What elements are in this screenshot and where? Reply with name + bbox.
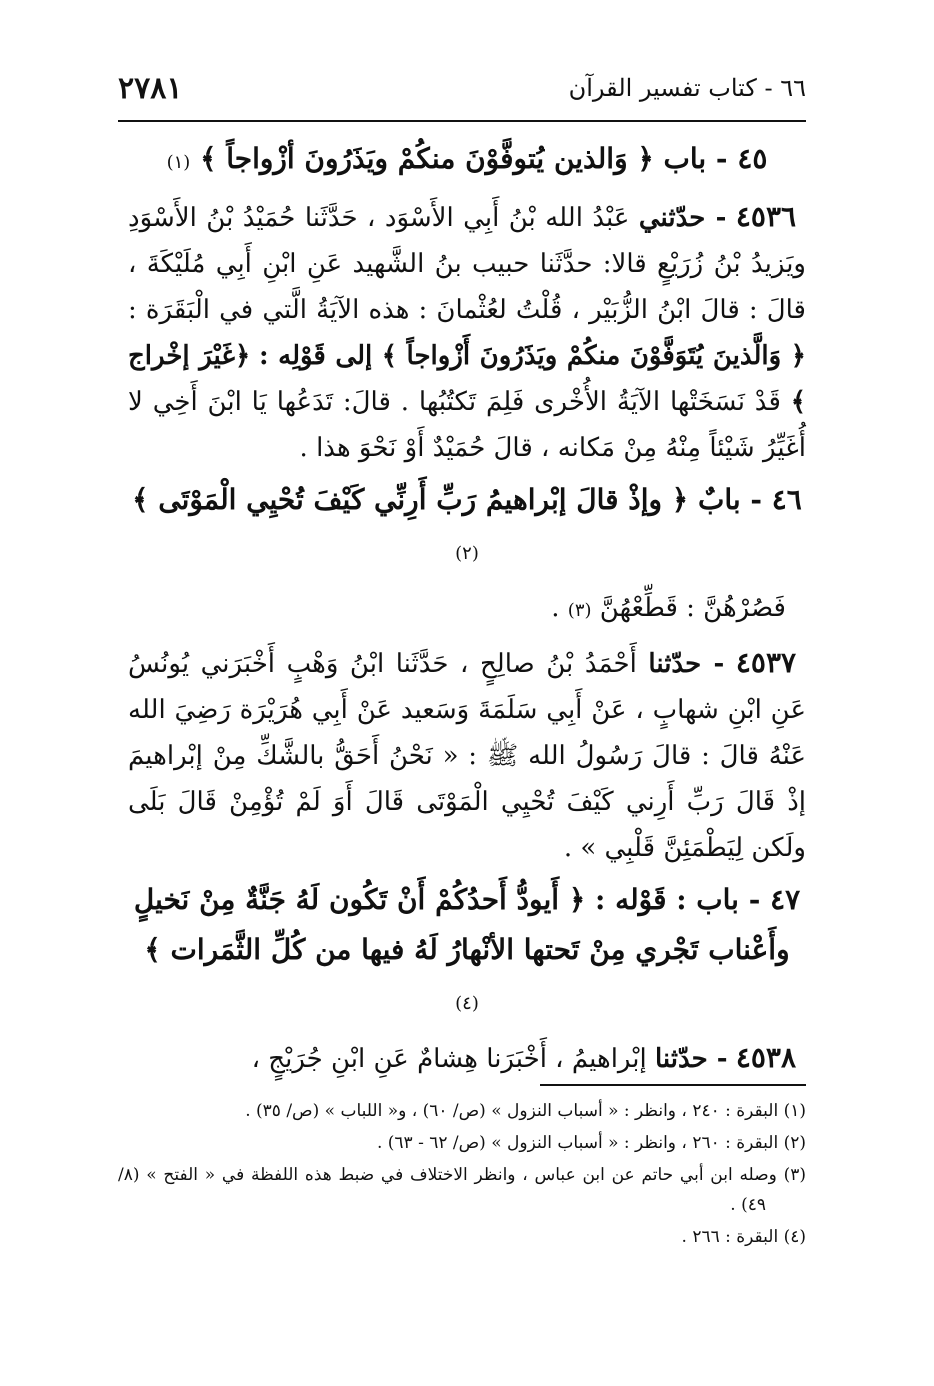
- chapter-label: - باب: [663, 142, 728, 175]
- hadith-4538: [128, 1035, 806, 1082]
- chapter-heading-46: [128, 475, 806, 579]
- footnote-ref: (٤): [455, 993, 479, 1014]
- hadith-text: إبْراهيمُ ، أَخْبَرَنا هِشامٌ عَنِ ابْنِ جُرَيْجٍ ،: [251, 1044, 647, 1074]
- hadith-text: عَبْدُ الله بْنُ أَبِي الأَسْوَد ، حَدَّثَنا حُمَيْدُ بْنُ الأَسْوَدِ ويَزيدُ بْنُ زُرَيْعٍ قالا: حدَّثَنا حبيب بنُ الشَّهيد عَنِ ابْنِ أَبِي مُلَيْكَةَ ، قالَ : قالَ ابْنُ الزُّبَيْر ، قُلْتُ لعُثْمانَ : هذه الآيَةُ الَّتي في الْبَقَرَة :: [128, 203, 806, 325]
- hadith-number: ٤٥٣٨: [735, 1041, 796, 1074]
- footnote-ref: (٣): [567, 600, 592, 621]
- chapter-quran-quote: ﴿ أَيودُّ أَحدُكُمْ أَنْ تَكُون لَهُ جَنَّةٌ مِنْ نَخيلٍ وأَعْناب تَجْري مِنْ تَحتها الأنْهارُ لَهُ فيها من كُلِّ الثَّمَرات ﴾: [133, 883, 790, 966]
- hadith-text: أَحْمَدُ بْنُ صالِحٍ ، حَدَّثَنا ابْنُ وَهْبٍ أَخْبَرَني يُونُسُ عَنِ ابْنِ شهابٍ ، عَنْ أَبِي سَلَمَةَ وَسَعيد عَنْ أَبِي هُرَيْرَة رَضِيَ الله عَنْهُ قالَ : قالَ رَسُولُ الله ﷺ : « نَحْنُ أَحَقُّ بالشَّكِّ مِنْ إبْراهيمَ إذْ قَالَ رَبِّ أَرِني كَيْفَ تُحْيِي الْمَوْتَى قَالَ أَوَ لَمْ تُؤْمِنْ قَالَ بَلَى ولَكن لِيَطْمَئِنَّ قَلْبِي » .: [128, 649, 806, 863]
- chapter-heading-47: [128, 875, 806, 1029]
- gloss-end: .: [551, 593, 560, 623]
- hadith-lead: - حدّثني: [638, 203, 727, 233]
- quran-quote: ﴿غَيْرَ إخْراج ﴾: [128, 341, 806, 417]
- chapter-number: ٤٥: [737, 142, 768, 175]
- chapter-heading-45: [128, 134, 806, 188]
- chapter-label: - بابٌ: [697, 483, 763, 516]
- chapter-number: ٤٧: [770, 883, 801, 916]
- footnote-rule: [540, 1084, 806, 1086]
- footnotes: [118, 1096, 806, 1254]
- header-rule: [118, 120, 806, 122]
- chapter-quran-quote: ﴿ وَالذين يُتوفَّوْنَ منكُمْ ويَذَرُونَ أزْواجاً ﴾: [200, 142, 654, 175]
- hadith-4537: [128, 640, 806, 871]
- chapter-label: - باب : قَوْله :: [594, 883, 761, 916]
- running-title: ٦٦ - كتاب تفسير القرآن: [568, 74, 806, 102]
- footnote-ref: (٢): [455, 543, 479, 564]
- gloss-text: فَصُرْهُنَّ : قَطِّعْهُنَّ: [599, 593, 786, 623]
- chapter-quran-quote: ﴿ وإذْ قالَ إبْراهيمُ رَبِّ أَرِنِّي كَيْفَ تُحْيِي الْمَوْتَى ﴾: [132, 483, 689, 516]
- hadith-number: ٤٥٣٦: [735, 200, 797, 233]
- main-text: [128, 130, 806, 1086]
- hadith-lead: - حدّثنا: [648, 649, 725, 679]
- footnote-1: (١) البقرة : ٢٤٠ ، وانظر : « أسباب النزول » (ص/ ٦٠) ، و« اللباب » (ص/ ٣٥) .: [245, 1101, 806, 1121]
- quran-quote: ﴿ وَالَّذينَ يُتَوَفَّوْنَ منكُمْ ويَذَرُونَ أَزْواجاً ﴾ إلى قَوْلِه :: [258, 341, 806, 371]
- footnote-4: (٤) البقرة : ٢٦٦ .: [681, 1227, 806, 1247]
- footnote-2: (٢) البقرة : ٢٦٠ ، وانظر : « أسباب النزول » (ص/ ٦٢ - ٦٣) .: [376, 1133, 806, 1153]
- chapter-number: ٤٦: [771, 483, 802, 516]
- footnote-ref: (١): [166, 152, 191, 173]
- word-gloss: [128, 585, 806, 634]
- hadith-4536: [128, 194, 806, 471]
- hadith-text: قَدْ نَسَخَتْها الآيَةُ الأُخْرى فَلِمَ تَكتُبُها . قالَ: تَدَعُها يَا ابْنَ أَخِي لا أُغَيِّرُ شَيْئاً مِنْهُ مِنْ مَكانه ، قالَ حُمَيْدٌ أَوْ نَحْوَ هذا .: [128, 387, 806, 463]
- footnote-3: (٣) وصله ابن أبي حاتم عن ابن عباس ، وانظر الاختلاف في ضبط هذه اللفظة في « الفتح » (٨/ ٤٩) .: [118, 1165, 806, 1215]
- hadith-number: ٤٥٣٧: [735, 646, 797, 679]
- hadith-lead: - حدّثنا: [655, 1044, 728, 1074]
- page-number: ٢٧٨١: [118, 70, 183, 106]
- running-head: [118, 68, 806, 108]
